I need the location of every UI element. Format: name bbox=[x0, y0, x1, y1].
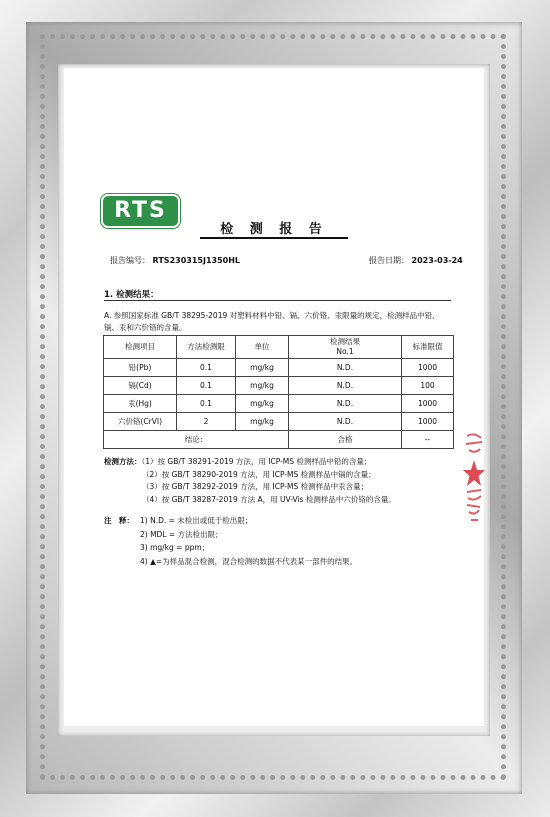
section-title: 1. 检测结果： bbox=[104, 290, 159, 300]
report-title: 检 测 报 告 bbox=[220, 222, 328, 237]
method-line: （1）按 GB/T 38291-2019 方法，用 ICP-MS 检测样品中铅的含量； bbox=[141, 457, 372, 466]
table-row: 六价铬(CrVI) 2 mg/kg N.D. 1000 bbox=[104, 413, 454, 431]
table-conclusion-row: 结论： 合格 -- bbox=[104, 431, 454, 449]
conclusion-value: 合格 bbox=[289, 431, 402, 449]
section-a-text: A. 参照国家标准 GB/T 38295-2019 对塑料材料中铅、镉、六价铬、汞限量的规定，检测样品中铅、镉、汞和六价铬的含量。 bbox=[104, 311, 440, 332]
header-limit: 标准限值 bbox=[402, 336, 454, 359]
title-underline bbox=[200, 237, 348, 239]
method-line: （2）按 GB/T 38290-2019 方法，用 ICP-MS 检测样品中镉的含量； bbox=[142, 469, 376, 479]
test-methods: 检测方法：（1）按 GB/T 38291-2019 方法，用 ICP-MS 检测样品中铅的含量； （2）按 GB/T 38290-2019 方法，用 ICP-MS 检测样品中镉的含量； （3）按 GB/T 38292-2019 方法，用 ICP-MS 检测样品中汞含量； （4）按 GB/T 38287-2019 方法 A，用 UV-Vis 检测样品中六价铬的含量。 bbox=[104, 457, 396, 504]
notes: 注 释： 1) N.D. = 未检出或低于检出限； 2) MDL = 方法检出限； 3) mg/kg = ppm； 4) ▲=为样品混合检测，混合检测的数据不代表某一部件的结果。 bbox=[104, 516, 358, 566]
table-row: 汞(Hg) 0.1 mg/kg N.D. 1000 bbox=[104, 395, 454, 413]
table-header-row bbox=[104, 336, 454, 359]
report-date-value: 2023-03-24 bbox=[411, 256, 463, 265]
note-line: 3) mg/kg = ppm； bbox=[140, 543, 210, 552]
method-line: （3）按 GB/T 38292-2019 方法，用 ICP-MS 检测样品中汞含量； bbox=[142, 482, 369, 491]
note-line: 4) ▲=为样品混合检测，混合检测的数据不代表某一部件的结果。 bbox=[140, 556, 358, 566]
table-row: 铅(Pb) 0.1 mg/kg N.D. 1000 bbox=[104, 359, 454, 377]
header-mdl: 方法检测限 bbox=[177, 336, 236, 359]
header-unit: 单位 bbox=[236, 336, 289, 359]
note-line: 1) N.D. = 未检出或低于检出限； bbox=[140, 516, 253, 525]
section-underline bbox=[104, 300, 451, 301]
report-date: 报告日期： 2023-03-24 bbox=[369, 256, 463, 265]
official-seal-stamp bbox=[463, 430, 485, 525]
report-number: 报告编号： RTS230315J1350HL bbox=[110, 256, 240, 265]
note-line: 2) MDL = 方法检出限； bbox=[140, 529, 223, 539]
results-table bbox=[103, 335, 454, 449]
method-line: （4）按 GB/T 38287-2019 方法 A，用 UV-Vis 检测样品中六价铬的含量。 bbox=[142, 494, 396, 504]
report-number-value: RTS230315J1350HL bbox=[152, 256, 240, 265]
rts-logo: RTS bbox=[103, 196, 178, 226]
table-row: 镉(Cd) 0.1 mg/kg N.D. 100 bbox=[104, 377, 454, 395]
header-item: 检测项目 bbox=[104, 336, 177, 359]
header-result: 检测结果 No.1 bbox=[289, 336, 402, 359]
